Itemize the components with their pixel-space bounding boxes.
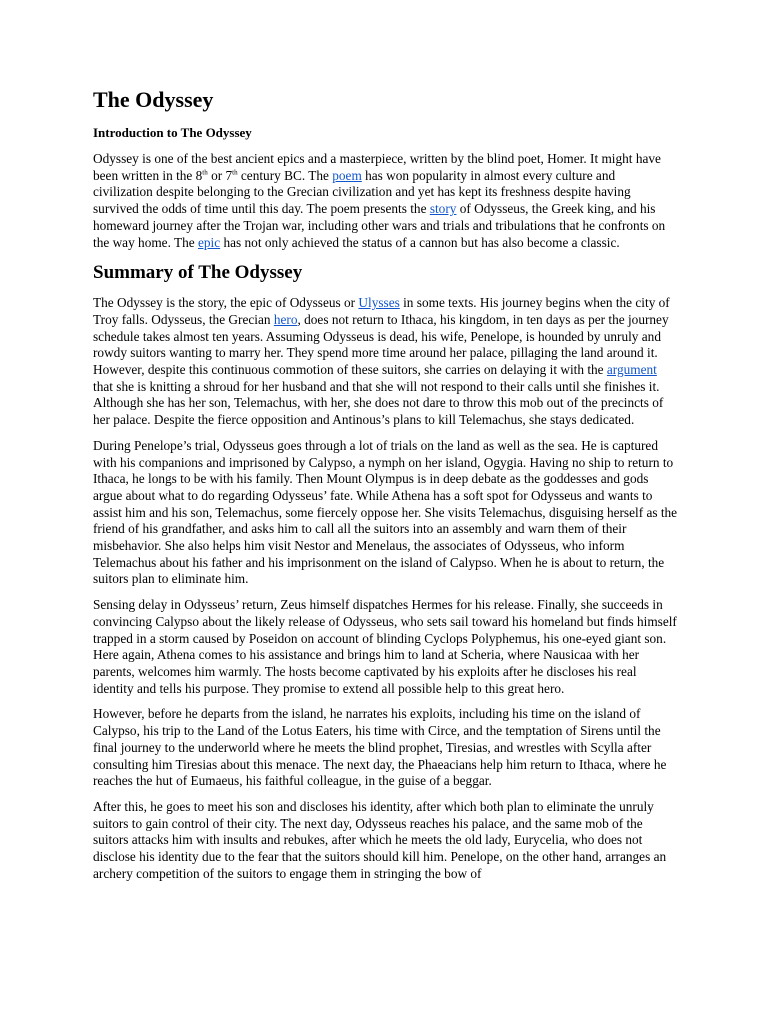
link-epic[interactable]: epic: [198, 234, 221, 250]
intro-text-5: of Odysseus, the Greek king, and his homeward journey after the Trojan war, including other wars and trials and tribulations that he confronts on the way home. The: [93, 201, 666, 250]
summary-paragraph-2: During Penelope’s trial, Odysseus goes through a lot of trials on the land as well as the sea. He is captured with his companions and imprisoned by Calypso, a nymph on her island, Ogygia. Having no ship to return to Ithaca, he longs to be with his family. Then Mount Olympus is in deep debate as the goddesses and gods argue about what to do regarding Odysseus’ fate. While Athena has a soft spot for Odysseus and wants to assist him and his son, Telemachus, some fiercely oppose her. She visits Telemachus, disguising herself as the friend of his grandfather, and asks him to call all the suitors into an assembly and warn them of their misbehavior. She also helps him visit Nestor and Menelaus, the associates of Odysseus, who inform Telemachus about his father and his imprisonment on the island of Calypso. When he is about to return, the suitors plan to eliminate him.: [93, 437, 678, 587]
intro-text-1: Odyssey is one of the best ancient epics and a masterpiece, written by the blind poet, Homer. It might have been written in the 8: [93, 151, 661, 183]
page-title: The Odyssey: [93, 87, 214, 112]
summary-heading: Summary of The Odyssey: [93, 262, 303, 284]
link-story[interactable]: story: [429, 201, 457, 217]
superscript-8th: th: [202, 168, 208, 177]
summary-p1-text-3: , does not return to Ithaca, his kingdom, in ten days as per the journey schedule takes almost ten years. Assuming Odysseus is dead, his wife, Penelope, is hounded by unruly and rowdy suitors wanting to marry her. They spend more time around her palace, pillaging the land around it. However, despite this continuous commotion of these suitors, she carries on delaying it with the: [93, 311, 669, 378]
link-ulysses[interactable]: Ulysses: [358, 295, 400, 311]
summary-paragraph-5: After this, he goes to meet his son and discloses his identity, after which both plan to eliminate the unruly suitors to gain control of their city. The next day, Odysseus reaches his palace, and the same mob of the suitors attacks him with insults and rebukes, after which he meets the old lady, Eurycelia, who does not disclose his identity due to the fear that the suitors should kill him. Penelope, on the other hand, arranges an archery competition of the suitors to engage them in stringing the bow of: [93, 798, 667, 881]
intro-text-6: has not only achieved the status of a cannon but has also become a classic.: [220, 234, 620, 250]
superscript-7th: th: [232, 168, 238, 177]
summary-paragraph-3: Sensing delay in Odysseus’ return, Zeus himself dispatches Hermes for his release. Finally, she succeeds in convincing Calypso about the likely release of Odysseus, who sets sail toward his homeland but finds himself trapped in a storm caused by Poseidon on account of blinding Cyclops Polyphemus, his one-eyed giant son. Here again, Athena comes to his assistance and brings him to land at Scheria, where Nausicaa with her parents, welcomes him warmly. The hosts become captivated by his exploits after he discloses his real identity and tells his purpose. They promise to extend all possible help to this great hero.: [93, 597, 677, 696]
summary-p1-text-4: that she is knitting a shroud for her husband and that she will not respond to their calls until she finishes it. Although she has her son, Telemachus, with her, she does not dare to throw this mob out of the precincts of her palace. Despite the fierce opposition and Antinous’s plans to kill Telemachus, she stays dedicated.: [93, 378, 664, 428]
intro-heading: Introduction to The Odyssey: [93, 125, 252, 140]
intro-text-3: century BC. The: [237, 167, 333, 183]
summary-p1-text-1: The Odyssey is the story, the epic of Odysseus or: [93, 295, 359, 311]
summary-paragraph-1: [93, 295, 678, 429]
link-hero[interactable]: hero: [273, 311, 298, 327]
link-argument[interactable]: argument: [606, 362, 657, 378]
intro-paragraph: [93, 151, 678, 251]
link-poem[interactable]: poem: [332, 167, 362, 183]
intro-text-4: has won popularity in almost every culture and civilization despite belonging to the Grecian civilization and yet has kept its freshness despite having survived the odds of time until this day. The poem presents the: [93, 167, 631, 217]
intro-text-2: or 7: [207, 167, 233, 183]
summary-p1-text-2: in some texts. His journey begins when the city of Troy falls. Odysseus, the Grecian: [93, 295, 670, 327]
summary-paragraph-4: However, before he departs from the island, he narrates his exploits, including his time on the island of Calypso, his trip to the Land of the Lotus Eaters, his time with Circe, and the temptation of Sirens until the final journey to the underworld where he meets the blind prophet, Tiresias, and wrestles with Scylla after consulting him Tiresias about this menace. The next day, the Phaeacians help him return to Ithaca, where he reaches the hut of Eumaeus, his faithful colleague, in the guise of a beggar.: [93, 706, 667, 789]
